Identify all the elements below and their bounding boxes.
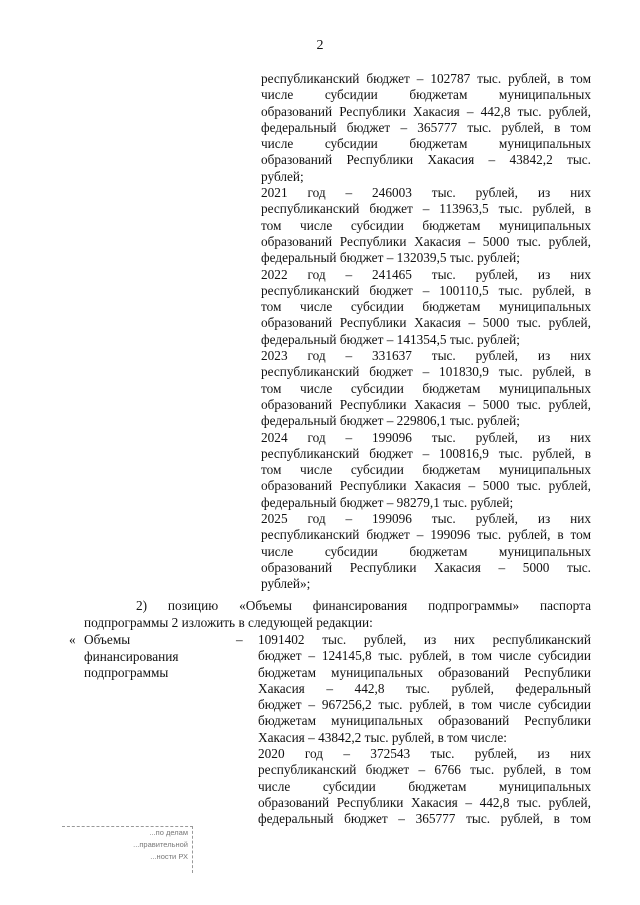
text-line: 2021 год – 246003 тыс. рублей, из них [261,185,591,201]
text-line: федеральный бюджет – 365777 тыс. рублей, в том [258,811,591,827]
text-line: числе субсидии бюджетам муниципальных [261,87,591,103]
text-line: числе субсидии бюджетам муниципальных [258,778,591,794]
text-line: федеральный бюджет – 141354,5 тыс. рублей; [261,331,520,347]
text-line: республиканский бюджет – 100110,5 тыс. рублей, в [261,282,591,298]
text-line: федеральный бюджет – 132039,5 тыс. рублей; [261,250,520,266]
instruction-line: подпрограммы 2 изложить в следующей редакции: [84,614,373,630]
table-label-line: финансирования [84,648,179,664]
table-label-line: Объемы [84,632,131,647]
text-line: бюджетам муниципальных образований Республики [258,664,591,680]
stamp-line: ...по делам [149,828,188,837]
text-line: образований Республики Хакасия – 442,8 тыс. рублей, [258,794,591,810]
text-line: Хакасия – 43842,2 тыс. рублей, в том числе: [258,729,507,745]
text-line: бюджет – 124145,8 тыс. рублей, в том числе субсидии [258,648,591,664]
stamp [62,826,193,873]
text-line: рублей»; [261,576,311,592]
text-line: республиканский бюджет – 101830,9 тыс. рублей, в [261,364,591,380]
text-line: республиканский бюджет – 6766 тыс. рублей, в том [258,762,591,778]
instruction-paragraph [84,598,591,631]
text-line: образований Республики Хакасия – 5000 тыс. рублей, [261,233,591,249]
text-line: Хакасия – 442,8 тыс. рублей, федеральный [258,680,591,696]
text-line: республиканский бюджет – 100816,9 тыс. рублей, в [261,445,591,461]
text-line: образований Республики Хакасия – 5000 тыс. рублей, [261,396,591,412]
text-line: том числе субсидии бюджетам муниципальных [261,299,591,315]
text-line: рублей; [261,168,304,184]
text-line: 2024 год – 199096 тыс. рублей, из них [261,429,591,445]
text-line: 2023 год – 331637 тыс. рублей, из них [261,348,591,364]
text-line: 2025 год – 199096 тыс. рублей, из них [261,511,591,527]
instruction-line: 2) позицию «Объемы финансирования подпрограммы» паспорта [136,598,591,613]
text-line: числе субсидии бюджетам муниципальных [261,136,591,152]
text-line: республиканский бюджет – 113963,5 тыс. рублей, в [261,201,591,217]
table-dash: – [236,632,243,647]
stamp-line: ...правительной [133,840,188,849]
table-label-line: подпрограммы [84,665,169,680]
text-line: числе субсидии бюджетам муниципальных [261,543,591,559]
text-line: 1091402 тыс. рублей, из них республиканский [258,632,591,647]
text-line: федеральный бюджет – 98279,1 тыс. рублей; [261,494,514,510]
text-line: федеральный бюджет – 229806,1 тыс. рублей; [261,413,520,429]
text-line: образований Республики Хакасия – 5000 тыс. рублей, [261,478,591,494]
text-line: образований Республики Хакасия – 442,8 тыс. рублей, [261,103,591,119]
text-line: образований Республики Хакасия – 43842,2 тыс. [261,152,591,168]
opening-quote: « [69,632,76,647]
page-number: 2 [316,38,324,53]
text-line: том числе субсидии бюджетам муниципальных [261,380,591,396]
text-line: федеральный бюджет – 365777 тыс. рублей, в том [261,119,591,135]
text-line: том числе субсидии бюджетам муниципальных [261,217,591,233]
text-line: 2020 год – 372543 тыс. рублей, из них [258,746,591,762]
table-body [258,632,591,828]
text-line: бюджетам муниципальных образований Республики [258,713,591,729]
table-label [84,632,234,682]
text-line: республиканский бюджет – 102787 тыс. рублей, в том [261,71,591,86]
text-line: образований Республики Хакасия – 5000 тыс. [261,559,591,575]
text-line: образований Республики Хакасия – 5000 тыс. рублей, [261,315,591,331]
funding-text-continued [261,71,591,593]
text-line: том числе субсидии бюджетам муниципальных [261,462,591,478]
text-line: республиканский бюджет – 199096 тыс. рублей, в том [261,527,591,543]
stamp-line: ...ности РХ [150,852,188,861]
text-line: бюджет – 967256,2 тыс. рублей, в том числе субсидии [258,697,591,713]
text-line: 2022 год – 241465 тыс. рублей, из них [261,266,591,282]
